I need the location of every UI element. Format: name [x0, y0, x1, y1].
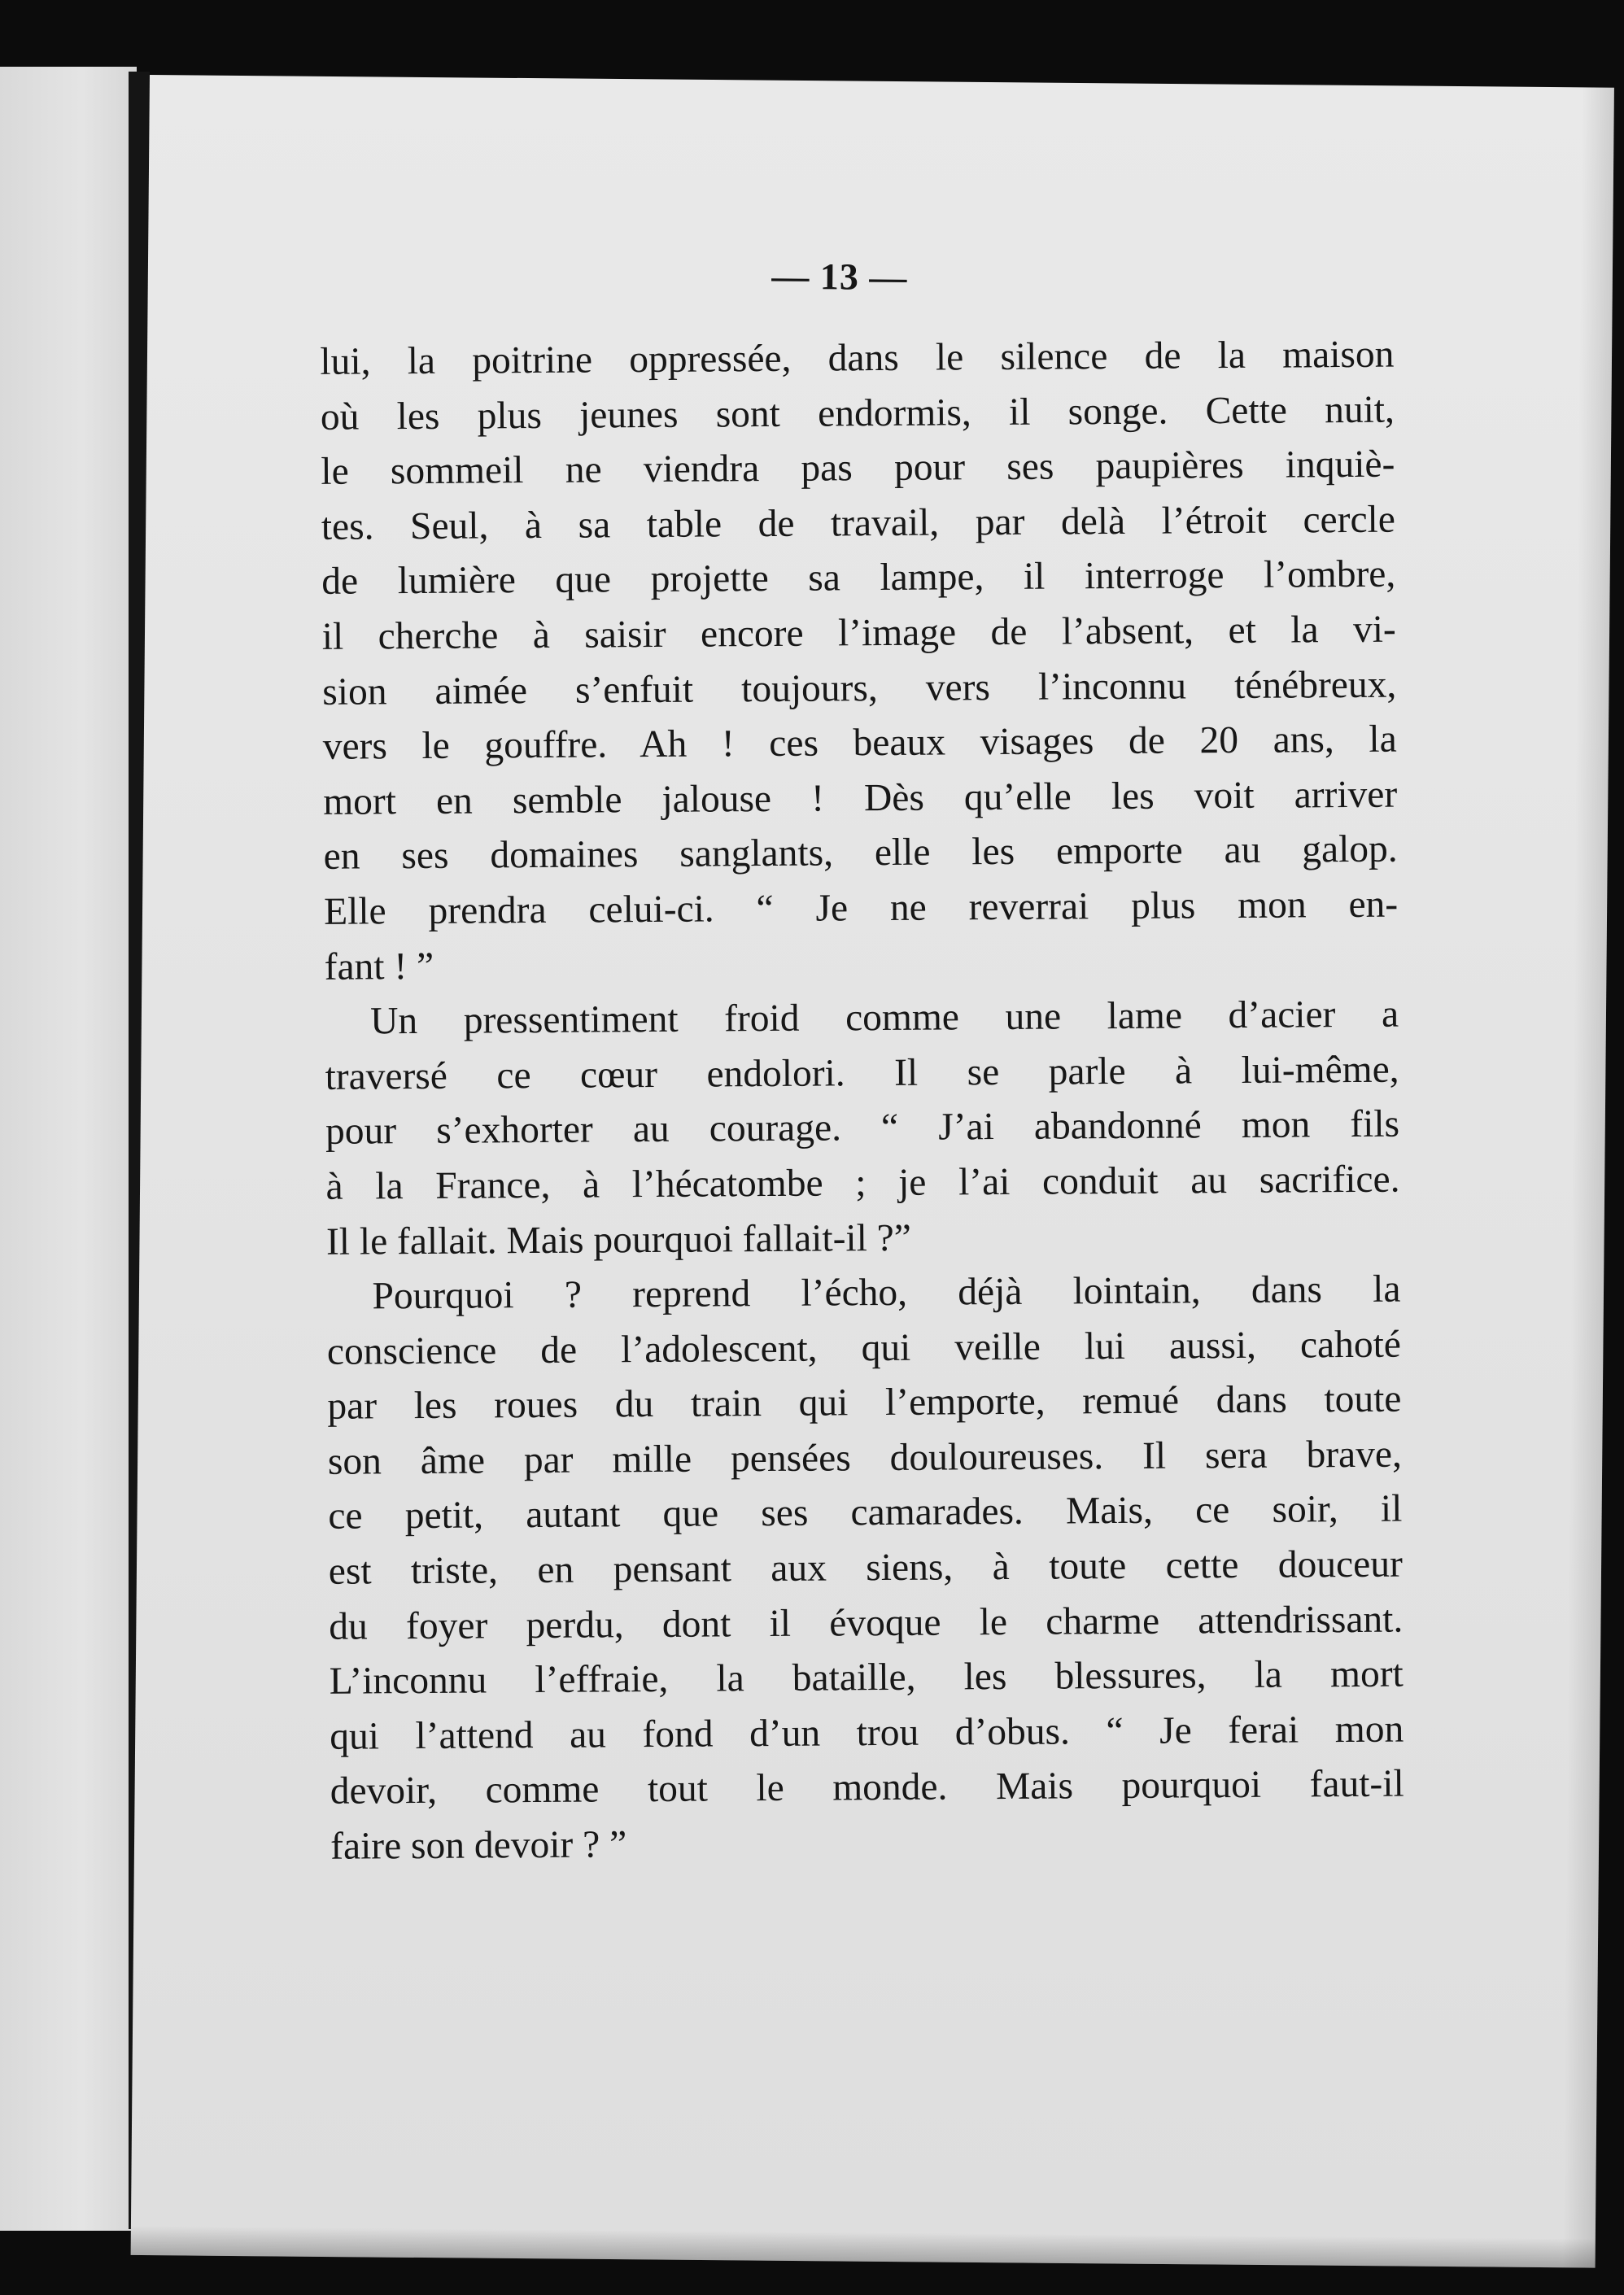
text-line: par les roues du train qui l’emporte, remué dans toute: [327, 1377, 1402, 1429]
text-line: pour s’exhorter au courage. “ J’ai abandonné mon fils: [325, 1102, 1400, 1154]
text-line: le sommeil ne viendra pas pour ses paupières inquiè-: [321, 443, 1395, 494]
text-line: lui, la poitrine oppressée, dans le silence de la maison: [320, 333, 1395, 383]
facing-page-edge: [0, 67, 137, 2231]
paragraph: [326, 1263, 1404, 1875]
text-line: en ses domaines sanglants, elle les emporte au galop.: [323, 827, 1398, 879]
paragraph: [320, 328, 1399, 995]
text-line: fant ! ”: [324, 945, 434, 988]
text-line: Pourquoi ? reprend l’écho, déjà lointain, dans la: [372, 1267, 1401, 1318]
text-line: devoir, comme tout le monde. Mais pourquoi faut-il: [330, 1763, 1404, 1813]
page-bottom-shadow: [131, 2226, 1596, 2268]
text-line: tes. Seul, à sa table de travail, par delà l’étroit cercle: [321, 498, 1396, 548]
body-text: [320, 328, 1404, 1875]
text-line: est triste, en pensant aux siens, à toute cette douceur: [328, 1542, 1403, 1593]
text-line: Il le fallait. Mais pourquoi fallait-il ?”: [325, 1216, 912, 1263]
text-line: mort en semble jalouse ! Dès qu’elle les voit arriver: [323, 773, 1398, 823]
text-line: du foyer perdu, dont il évoque le charme attendrissant.: [329, 1598, 1404, 1648]
text-line: L’inconnu l’effraie, la bataille, les blessures, la mort: [329, 1652, 1404, 1704]
paragraph: [325, 988, 1400, 1270]
text-line: ce petit, autant que ses camarades. Mais, ce soir, il: [328, 1488, 1403, 1538]
text-line: son âme par mille pensées douloureuses. Il sera brave,: [327, 1433, 1403, 1483]
text-line: conscience de l’adolescent, qui veille lui aussi, cahoté: [326, 1323, 1402, 1373]
text-line: sion aimée s’enfuit toujours, vers l’inconnu ténébreux,: [322, 663, 1397, 713]
text-line: à la France, à l’hécatombe ; je l’ai conduit au sacrifice.: [325, 1158, 1400, 1208]
page-edge-shadow: [1563, 87, 1614, 2267]
text-line: de lumière que projette sa lampe, il interroge l’ombre,: [321, 552, 1396, 604]
book-page: [131, 75, 1614, 2268]
page-number: — 13 —: [771, 255, 908, 299]
text-line: où les plus jeunes sont endormis, il songe. Cette nuit,: [320, 388, 1395, 438]
text-line: Un pressentiment froid comme une lame d’acier a: [369, 993, 1399, 1043]
text-line: traversé ce cœur endolori. Il se parle à lui-même,: [325, 1048, 1399, 1098]
text-line: vers le gouffre. Ah ! ces beaux visages de 20 ans, la: [322, 718, 1397, 768]
text-line: faire son devoir ? ”: [330, 1823, 627, 1868]
text-line: il cherche à saisir encore l’image de l’absent, et la vi-: [321, 608, 1396, 658]
text-line: Elle prendra celui-ci. “ Je ne reverrai plus mon en-: [323, 883, 1399, 933]
text-line: qui l’attend au fond d’un trou d’obus. “ Je ferai mon: [330, 1708, 1404, 1758]
